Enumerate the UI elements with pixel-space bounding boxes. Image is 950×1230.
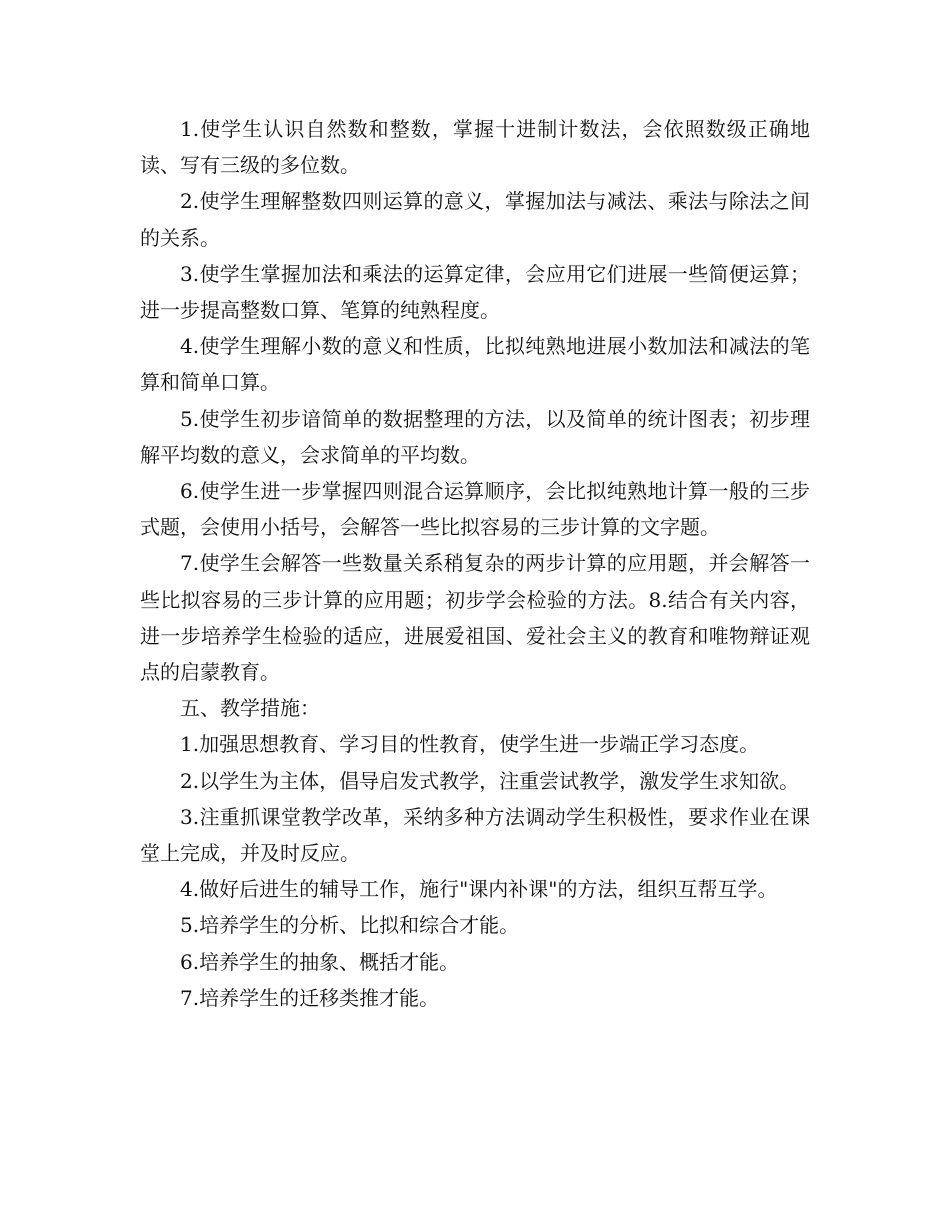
- paragraph-measure-1: 1.加强思想教育、学习目的性教育，使学生进一步端正学习态度。: [180, 732, 760, 757]
- paragraph-objective-5: 5.使学生初步谙简单的数据整理的方法，以及简单的统计图表；初步理解平均数的意义，会求简单的平均数。: [140, 406, 810, 467]
- paragraph-measure-3: 3.注重抓课堂教学改革，采纳多种方法调动学生积极性，要求作业在课堂上完成，并及时反应。: [140, 804, 810, 866]
- section-heading-measures: 五、教学措施：: [180, 696, 320, 721]
- paragraph-measure-2: 2.以学生为主体，倡导启发式教学，注重尝试教学，激发学生求知欲。: [180, 768, 800, 793]
- document-body: [140, 111, 810, 1016]
- paragraph-measure-5: 5.培养学生的分析、比拟和综合才能。: [180, 913, 520, 938]
- paragraph-objective-4: 4.使学生理解小数的意义和性质，比拟纯熟地进展小数加法和减法的笔算和简单口算。: [140, 334, 810, 395]
- paragraph-objective-6: 6.使学生进一步掌握四则混合运算顺序，会比拟纯熟地计算一般的三步式题，会使用小括号，会解答一些比拟容易的三步计算的文字题。: [140, 479, 810, 540]
- paragraph-objective-7-8: 7.使学生会解答一些数量关系稍复杂的两步计算的应用题，并会解答一些比拟容易的三步计算的应用题；初步学会检验的方法。8.结合有关内容，进一步培养学生检验的适应，进展爱祖国、爱社会主义的教育和唯物辩证观点的启蒙教育。: [140, 551, 810, 685]
- paragraph-objective-1: 1.使学生认识自然数和整数，掌握十进制计数法，会依照数级正确地读、写有三级的多位数。: [140, 117, 810, 178]
- paragraph-objective-2: 2.使学生理解整数四则运算的意义，掌握加法与减法、乘法与除法之间的关系。: [140, 189, 810, 250]
- paragraph-objective-3: 3.使学生掌握加法和乘法的运算定律，会应用它们进展一些简便运算；进一步提高整数口算、笔算的纯熟程度。: [140, 261, 810, 323]
- paragraph-measure-7: 7.培养学生的迁移类推才能。: [180, 985, 440, 1010]
- paragraph-measure-4: 4.做好后进生的辅导工作，施行"课内补课"的方法，组织互帮互学。: [180, 877, 778, 902]
- paragraph-measure-6: 6.培养学生的抽象、概括才能。: [180, 949, 460, 974]
